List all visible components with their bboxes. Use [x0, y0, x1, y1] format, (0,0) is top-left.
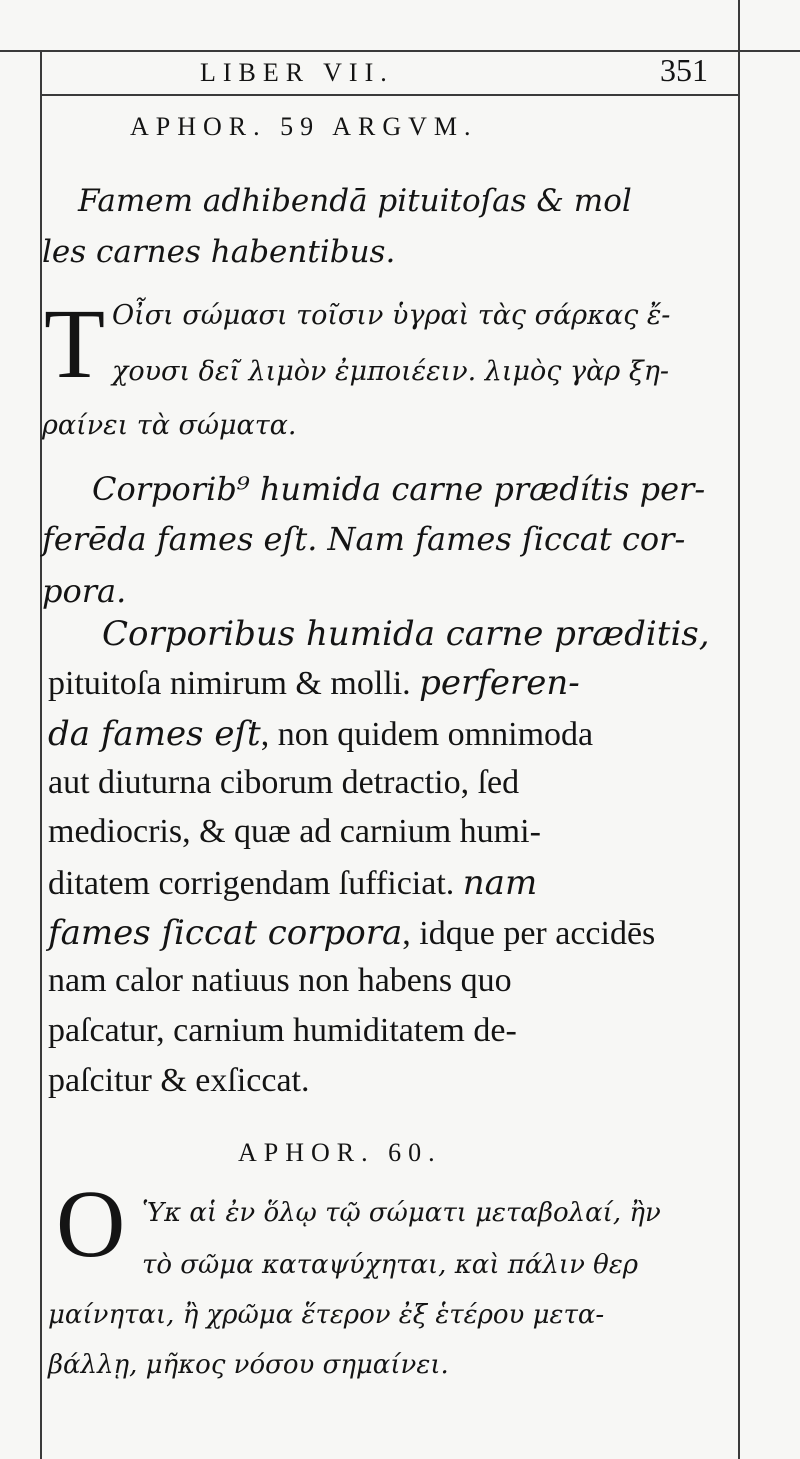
argument-line-1: Famem adhibendā pituitoſas & mol — [78, 183, 632, 219]
commentary-lemma: Corporibus humida carne præditis, — [102, 614, 710, 654]
commentary-line-1 — [102, 614, 710, 654]
commentary-line-2: pituitoſa nimirum & molli. perferen- — [48, 663, 580, 703]
greek-59-line-3: ραίνει τὰ σώματα. — [42, 410, 297, 441]
header-rule — [40, 94, 740, 96]
latin-translation-line-1: Corporib⁹ humida carne prædítis per- — [92, 470, 706, 508]
greek-59-line-1: Οἶσι σώμασι τοῖσιν ὑγραὶ τὰς σάρκας ἔ- — [112, 300, 671, 331]
commentary-line-5: mediocris, & quæ ad carnium humi- — [48, 813, 541, 850]
drop-cap-o: O — [56, 1170, 126, 1277]
argument-line-2: les carnes habentibus. — [42, 234, 396, 270]
running-head: LIBER VII. — [200, 58, 394, 87]
aphorism-59-heading: APHOR. 59 ARGVM. — [130, 112, 478, 141]
aphorism-60-heading: APHOR. 60. — [238, 1138, 442, 1167]
drop-cap-t: T — [44, 288, 106, 399]
commentary-line-8: nam calor natiuus non habens quo — [48, 962, 512, 999]
greek-60-line-4: βάλλῃ, μῆκος νόσου σημαίνει. — [48, 1350, 449, 1380]
commentary-line-10: paſcitur & exſiccat. — [48, 1062, 310, 1099]
right-margin-rule — [738, 0, 740, 1459]
greek-60-line-3: μαίνηται, ἢ χρῶμα ἕτερον ἐξ ἑτέρου μετα- — [48, 1300, 605, 1330]
greek-60-line-1: Ὑκ αἱ ἐν ὅλῳ τῷ σώματι μεταβολαί, ἢν — [142, 1198, 661, 1228]
latin-translation-line-2: ferēda fames eſt. Nam fames ſiccat cor- — [42, 520, 686, 558]
commentary-line-9: paſcatur, carnium humiditatem de- — [48, 1012, 517, 1049]
commentary-line-7: fames ſiccat corpora, idque per accidēs — [48, 913, 656, 953]
commentary-line-3: da fames eſt, non quidem omnimoda — [48, 714, 594, 754]
commentary-line-6: ditatem corrigendam ſufficiat. nam — [48, 863, 538, 903]
greek-59-line-2: χουσι δεῖ λιμὸν ἐμποιέειν. λιμὸς γὰρ ξη- — [112, 356, 670, 387]
greek-60-line-2: τὸ σῶμα καταψύχηται, καὶ πάλιν θερ — [142, 1250, 639, 1280]
latin-translation-line-3: pora. — [42, 572, 127, 610]
commentary-line-4: aut diuturna ciborum detractio, ſed — [48, 764, 520, 801]
page-number: 351 — [660, 52, 708, 88]
